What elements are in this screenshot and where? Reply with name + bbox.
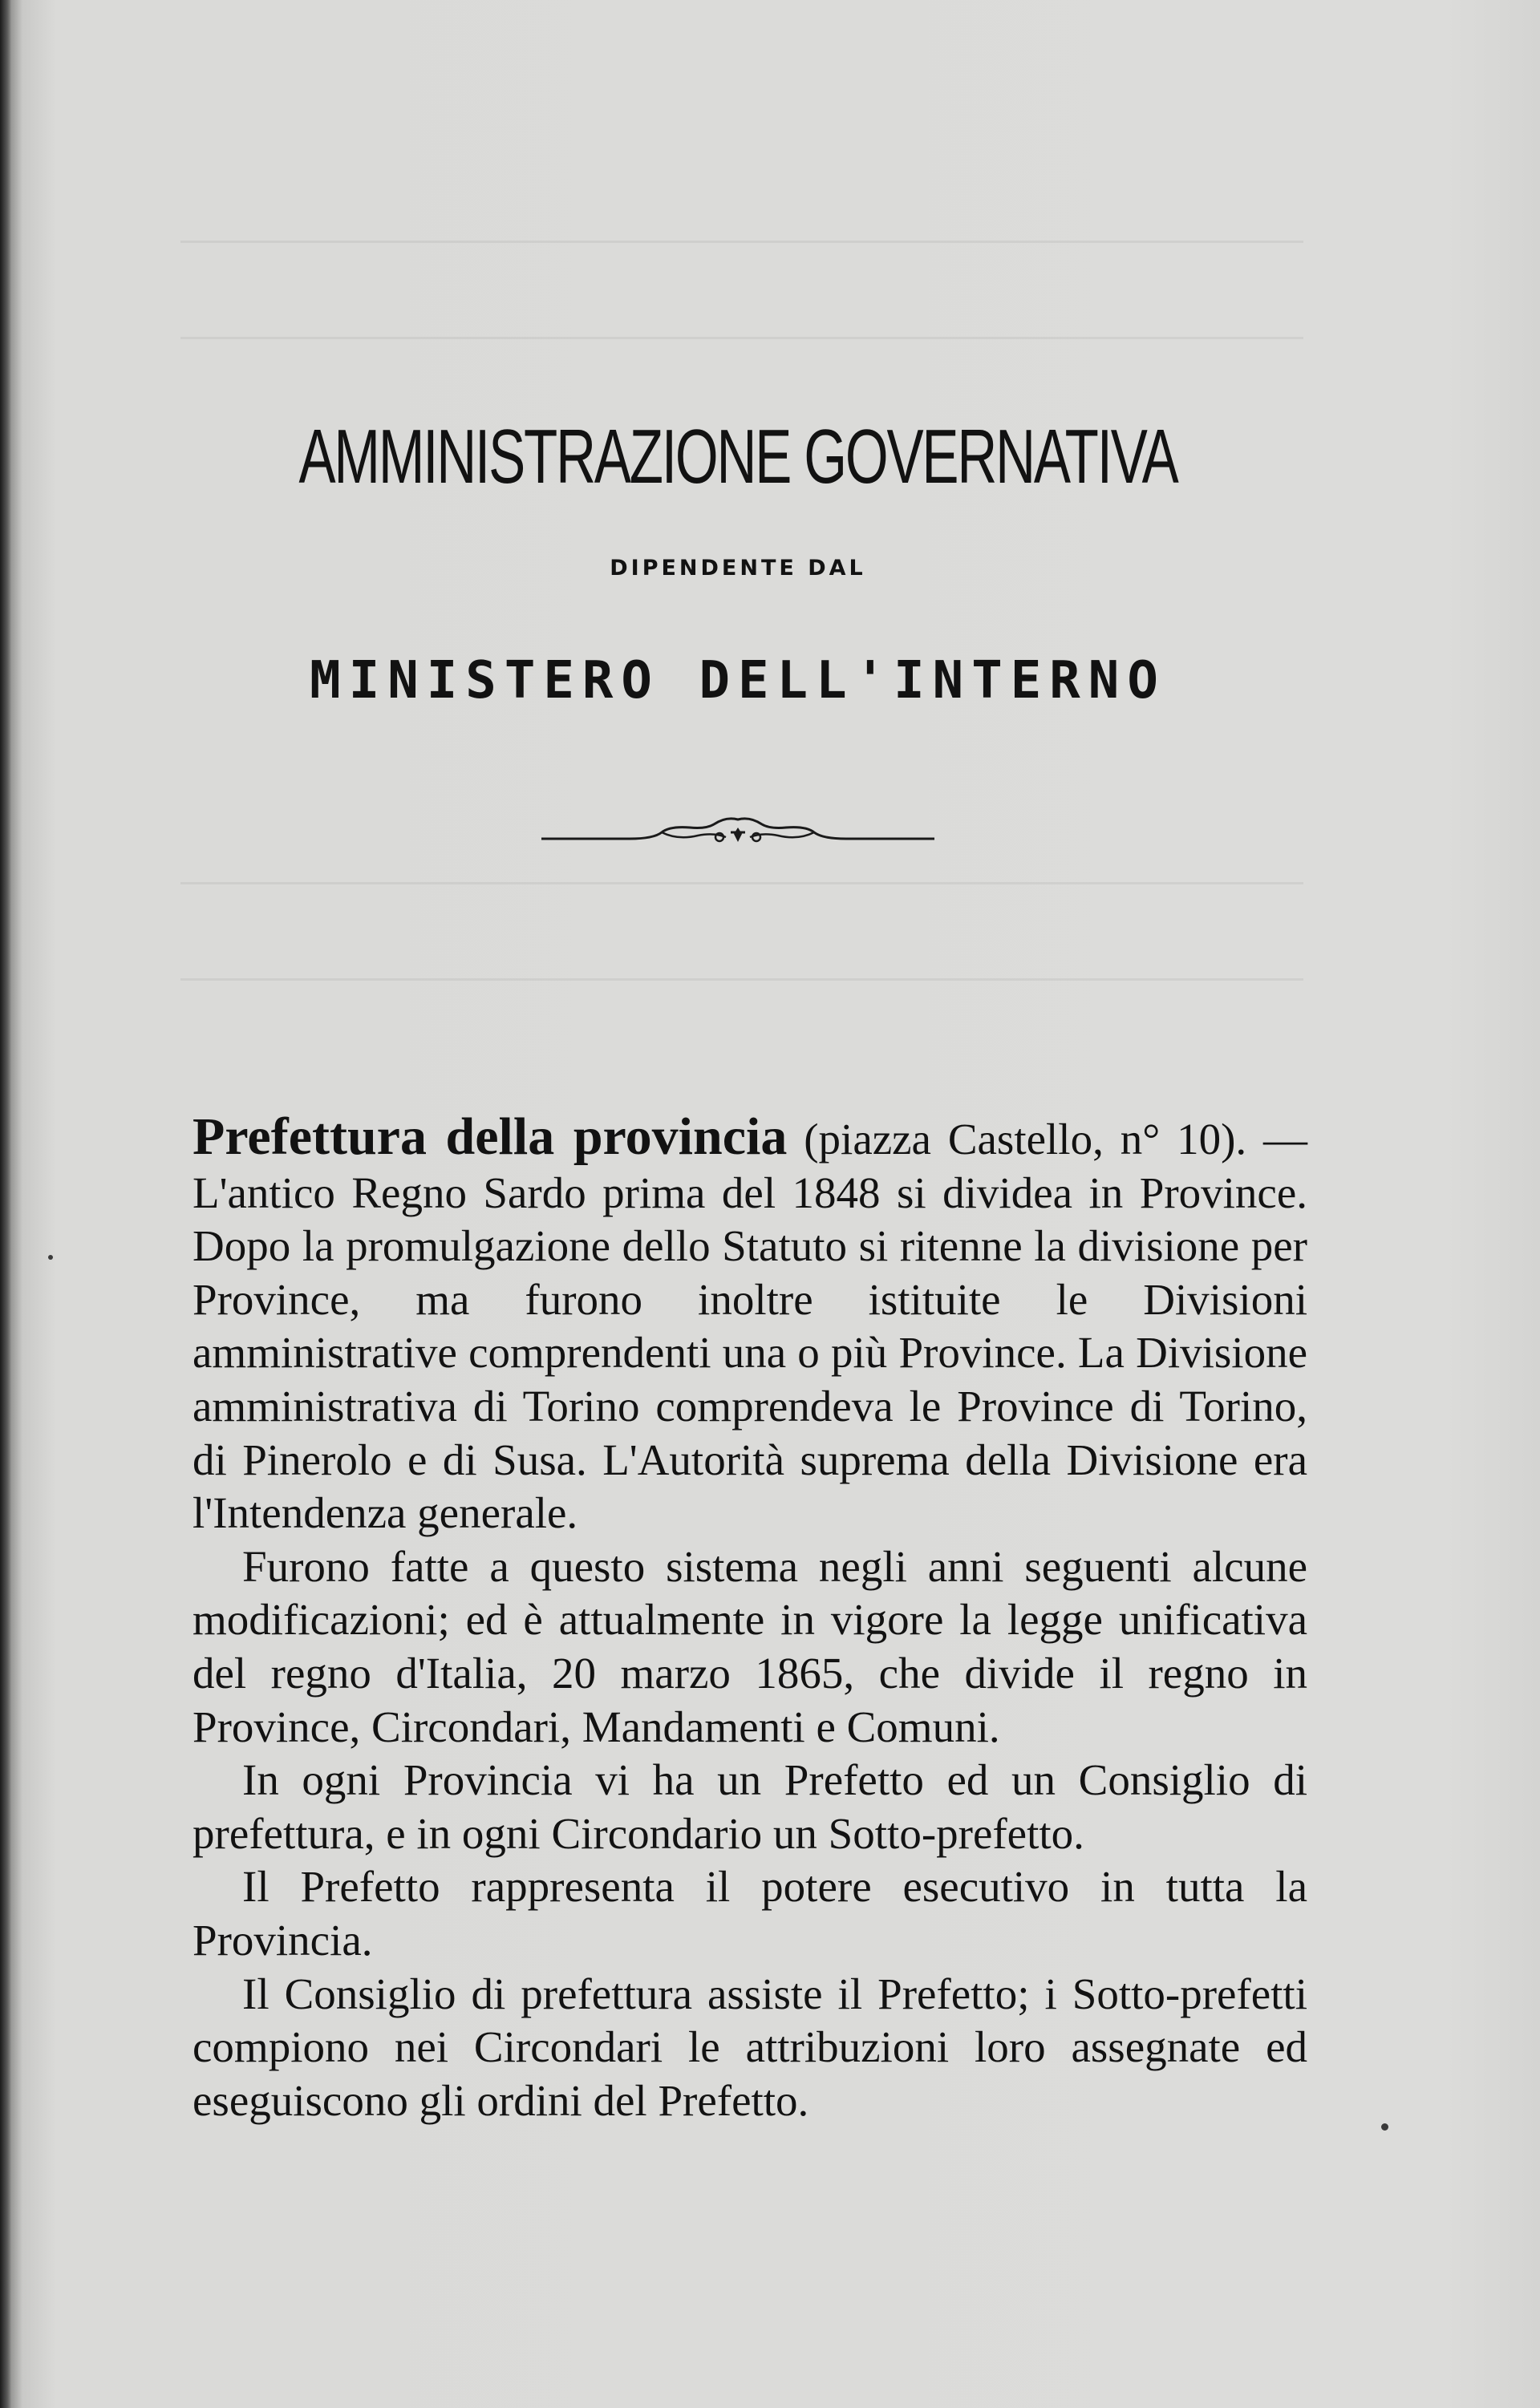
first-paragraph: [192, 1107, 1308, 1540]
ink-speck: [1381, 2123, 1388, 2131]
page-binding-shadow: [0, 0, 11, 2408]
paragraph: In ogni Provincia vi ha un Prefetto ed un Consiglio di prefettura, e in ogni Circondario un Sotto-prefetto.: [192, 1755, 1307, 1858]
page-subtitle: DIPENDENTE DAL: [610, 556, 866, 581]
section-address: (piazza Castello, n° 10).: [804, 1115, 1247, 1164]
ink-speck: [48, 1255, 53, 1260]
bleed-through-line: [180, 337, 1303, 339]
scroll-flourish-icon: [541, 808, 934, 856]
paragraph: Furono fatte a questo sistema negli anni seguenti alcune modificazioni; ed è attualmente in vigore la legge unificativa del regno d'Italia, 20 marzo 1865, che divide il regno in Province, Circondari, Mandamenti e Comuni.: [192, 1541, 1307, 1751]
paragraph-text: — L'antico Regno Sardo prima del 1848 si dividea in Province. Dopo la promulgazione dello Statuto si ritenne la divisione per Province, ma furono inoltre istituite le Divisioni amministrative comprendenti una o più Province. La Divisione amministrativa di Torino comprendeva le Province di Torino, di Pinerolo e di Susa. L'Autorità suprema della Divisione era l'Intendenza generale.: [192, 1115, 1308, 1538]
paragraph: Il Prefetto rappresenta il potere esecutivo in tutta la Provincia.: [192, 1862, 1307, 1965]
bleed-through-line: [180, 978, 1303, 981]
bleed-through-line: [180, 241, 1303, 243]
article-body: [192, 1107, 1308, 2127]
section-heading: Prefettura della provincia: [192, 1107, 788, 1166]
bleed-through-line: [180, 882, 1303, 884]
ministry-title: MINISTERO DELL'INTERNO: [310, 651, 1166, 710]
page-title: AMMINISTRAZIONE GOVERNATIVA: [298, 414, 1177, 500]
paragraph: Il Consiglio di prefettura assiste il Prefetto; i Sotto-prefetti compiono nei Circondari le attribuzioni loro assegnate ed eseguiscono gli ordini del Prefetto.: [192, 1969, 1307, 2125]
